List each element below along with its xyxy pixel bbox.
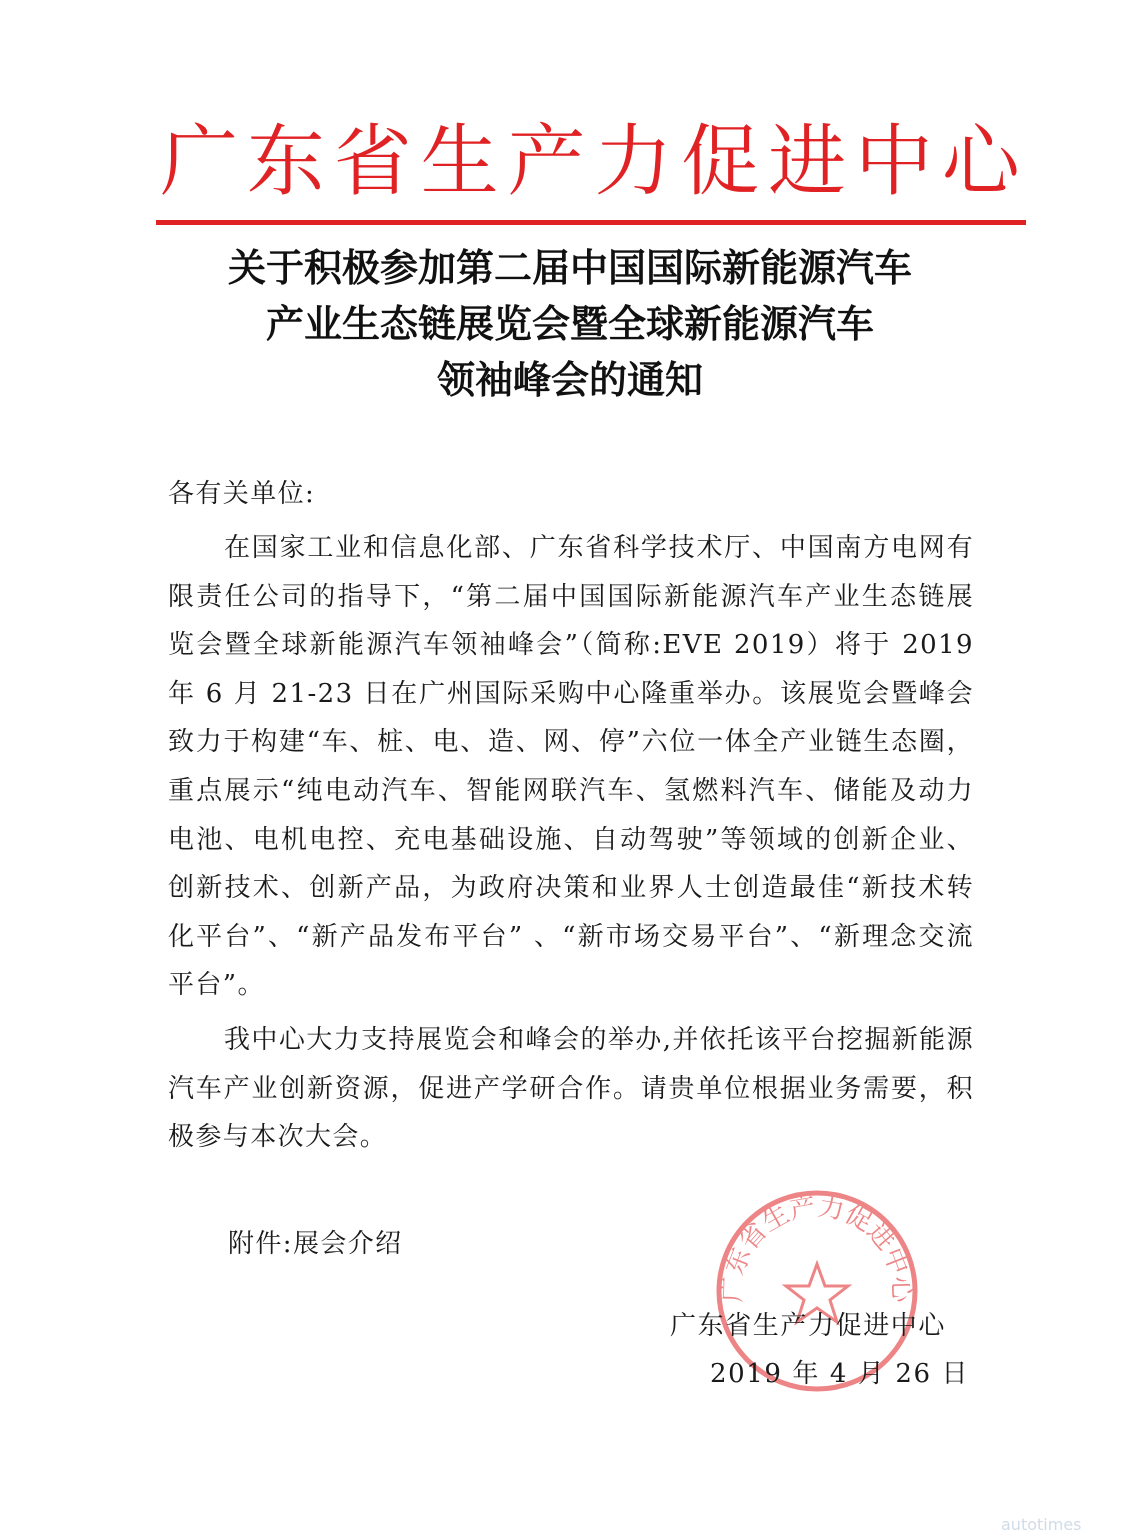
- letterhead-char: 促: [681, 117, 760, 207]
- svg-text:广东省生产力促进中心: 广东省生产力促进中心: [717, 1191, 917, 1303]
- body-paragraph-1: 在国家工业和信息化部、广东省科学技术厅、中国南方电网有限责任公司的指导下，“第二届中国国际新能源汽车产业生态链展览会暨全球新能源汽车领袖峰会”（简称:EVE 2019）将于 2019 年 6 月 21-23 日在广州国际采购中心隆重举办。该展览会暨峰会致力于构建“车、桩、电、造、网、停”六位一体全产业链生态圈，重点展示“纯电动汽车、智能网联汽车、氢燃料汽车、储能及动力电池、电机电控、充电基础设施、自动驾驶”等领域的创新企业、创新技术、创新产品，为政府决策和业界人士创造最佳“新技术转化平台”、“新产品发布平台” 、“新市场交易平台”、“新理念交流平台”。: [168, 533, 974, 1001]
- title-line-2: 产业生态链展览会暨全球新能源汽车: [265, 302, 874, 346]
- title-line-1: 关于积极参加第二届中国国际新能源汽车: [227, 246, 912, 290]
- body-paragraph-2: 我中心大力支持展览会和峰会的举办,并依托该平台挖掘新能源汽车产业创新资源，促进产学研合作。请贵单位根据业务需要，积极参与本次大会。: [168, 1025, 974, 1153]
- signature-date: 2019 年 4 月 26 日: [710, 1359, 970, 1389]
- svg-text:autotimes: autotimes: [1001, 1515, 1082, 1534]
- letterhead-char: 省: [333, 117, 412, 207]
- letterhead-char: 生: [420, 117, 499, 207]
- letterhead-char: 产: [507, 117, 586, 207]
- letterhead-red-rule: [156, 220, 1026, 225]
- title-line-3: 领袖峰会的通知: [436, 358, 703, 402]
- letterhead-org-name: [160, 112, 1020, 212]
- salutation: 各有关单位:: [168, 479, 316, 509]
- attachment-note: 附件:展会介绍: [228, 1229, 403, 1259]
- letterhead-char: 心: [941, 117, 1020, 207]
- document-title: [120, 240, 1020, 408]
- watermark-logo: [999, 1512, 1109, 1536]
- letterhead-char: 进: [768, 117, 847, 207]
- letterhead-char: 广: [160, 117, 239, 207]
- letterhead-char: 东: [246, 117, 325, 207]
- letterhead-char: 中: [855, 117, 934, 207]
- letterhead-char: 力: [594, 117, 673, 207]
- signature-org: 广东省生产力促进中心: [670, 1311, 947, 1341]
